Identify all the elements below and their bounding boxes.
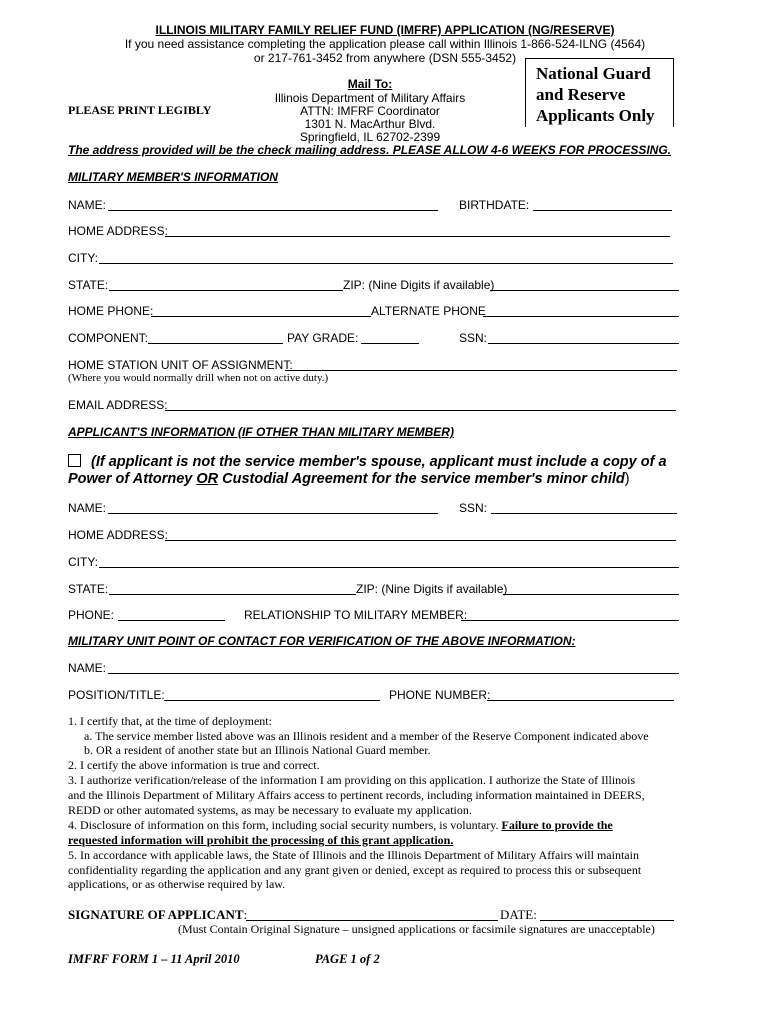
applicant-ssn-label: SSN: <box>459 501 488 515</box>
signature-label: SIGNATURE OF APPLICANT: <box>68 907 248 922</box>
applicant-city-label: CITY: <box>68 555 99 569</box>
applicant-home-address-label: HOME ADDRESS: <box>68 528 169 542</box>
certification-5-line-1: 5. In accordance with applicable laws, the State of Illinois and the Illinois Department of Military Affairs will maintain <box>68 848 639 862</box>
certification-3-line-3: REDD or other automated systems, as may be necessary to evaluate my application. <box>68 803 472 817</box>
print-legibly-notice: PLEASE PRINT LEGIBLY <box>68 103 212 117</box>
member-email-field[interactable] <box>165 398 676 411</box>
certification-3-line-2: and the Illinois Department of Military Affairs access to pertinent records, including information maintained in DEERS, <box>68 788 645 802</box>
signature-note: (Must Contain Original Signature – unsigned applications or facsimile signatures are unacceptable) <box>178 922 655 936</box>
signature-field[interactable] <box>246 907 498 921</box>
certification-5-line-3: applications, or as otherwise required by law. <box>68 877 286 891</box>
member-zip-field[interactable] <box>490 278 679 291</box>
certification-4-line-1: 4. Disclosure of information on this form, including social security numbers, is voluntary. Failure to provide the <box>68 818 613 832</box>
form-number: IMFRF FORM 1 – 11 April 2010 <box>68 952 240 966</box>
member-home-phone-field[interactable] <box>151 304 371 317</box>
certification-5-line-2: confidentiality regarding the application and any grant given or denied, except as required to process this or subsequent <box>68 863 642 877</box>
page-number: PAGE 1 of 2 <box>315 952 380 966</box>
mail-address-line-1: Illinois Department of Military Affairs <box>274 91 466 105</box>
applicant-relationship-field[interactable] <box>461 608 679 621</box>
applicant-name-field[interactable] <box>108 501 438 514</box>
signature-date-field[interactable] <box>540 907 674 921</box>
applicant-zip-field[interactable] <box>503 582 679 595</box>
member-state-label: STATE: <box>68 278 109 292</box>
poc-section-heading: MILITARY UNIT POINT OF CONTACT FOR VERIFICATION OF THE ABOVE INFORMATION: <box>68 634 576 648</box>
member-alt-phone-field[interactable] <box>483 304 679 317</box>
member-pay-grade-label: PAY GRADE: <box>287 331 359 345</box>
member-ssn-label: SSN: <box>459 331 488 345</box>
member-state-field[interactable] <box>109 278 343 291</box>
mail-address-line-2: ATTN: IMFRF Coordinator <box>300 104 440 118</box>
assistance-line-1: If you need assistance completing the application please call within Illinois 1-866-524-ILNG (4564) <box>124 37 646 51</box>
applicant-state-label: STATE: <box>68 582 109 596</box>
applicant-ssn-field[interactable] <box>491 501 677 514</box>
applicant-phone-field[interactable] <box>118 608 225 621</box>
applicant-phone-label: PHONE: <box>68 608 115 622</box>
certification-1: 1. I certify that, at the time of deployment: <box>68 714 272 728</box>
poc-name-label: NAME: <box>68 661 107 675</box>
box-line-3: Applicants Only <box>536 106 655 125</box>
poc-phone-field[interactable] <box>487 688 674 701</box>
member-home-phone-label: HOME PHONE: <box>68 304 154 318</box>
member-name-field[interactable] <box>108 198 438 211</box>
certification-2: 2. I certify the above information is true and correct. <box>68 758 320 772</box>
national-guard-box <box>525 58 674 127</box>
member-name-label: NAME: <box>68 198 107 212</box>
applicant-state-field[interactable] <box>109 582 356 595</box>
member-city-field[interactable] <box>99 251 673 264</box>
mail-address-line-4: Springfield, IL 62702-2399 <box>299 130 441 144</box>
member-pay-grade-field[interactable] <box>361 331 419 344</box>
box-line-2: and Reserve <box>536 85 626 104</box>
member-ssn-field[interactable] <box>488 331 679 344</box>
member-alt-phone-label: ALTERNATE PHONE <box>371 304 486 318</box>
assistance-line-2: or 217-761-3452 from anywhere (DSN 555-3452) <box>253 51 517 65</box>
certification-1a: a. The service member listed above was an Illinois resident and a member of the Reserve Component indicated above <box>84 729 649 743</box>
applicant-note: (If applicant is not the service member's spouse, applicant must include a copy of a Power of Attorney OR Custodial Agreement for the service member's minor child) <box>68 454 667 487</box>
form-title: ILLINOIS MILITARY FAMILY RELIEF FUND (IMFRF) APPLICATION (NG/RESERVE) <box>155 23 615 37</box>
applicant-home-address-field[interactable] <box>165 528 676 541</box>
member-city-label: CITY: <box>68 251 99 265</box>
certification-3-line-1: 3. I authorize verification/release of the information I am providing on this application. I authorize the State of Illinois <box>68 773 636 787</box>
mail-address-line-3: 1301 N. MacArthur Blvd. <box>304 117 436 131</box>
certification-4-line-2: requested information will prohibit the processing of this grant application. <box>68 833 454 847</box>
member-home-address-label: HOME ADDRESS: <box>68 224 169 238</box>
applicant-note-checkbox[interactable] <box>68 454 81 467</box>
signature-date-label: DATE: <box>500 907 537 922</box>
poc-phone-label: PHONE NUMBER: <box>389 688 491 702</box>
poc-position-label: POSITION/TITLE: <box>68 688 165 702</box>
member-zip-label: ZIP: (Nine Digits if available) <box>343 278 495 292</box>
certification-1b: b. OR a resident of another state but an Illinois National Guard member. <box>84 743 431 757</box>
applicant-section-heading: APPLICANT'S INFORMATION (IF OTHER THAN MILITARY MEMBER) <box>68 425 454 439</box>
applicant-zip-label: ZIP: (Nine Digits if available) <box>356 582 508 596</box>
member-email-label: EMAIL ADDRESS: <box>68 398 168 412</box>
member-home-station-label: HOME STATION UNIT OF ASSIGNMENT: <box>68 358 293 372</box>
applicant-relationship-label: RELATIONSHIP TO MILITARY MEMBER: <box>244 608 468 622</box>
applicant-city-field[interactable] <box>99 555 679 568</box>
member-home-address-field[interactable] <box>165 224 670 237</box>
mail-to-label: Mail To: <box>347 77 393 91</box>
poc-name-field[interactable] <box>108 661 679 674</box>
member-component-field[interactable] <box>148 331 283 344</box>
member-component-label: COMPONENT: <box>68 331 149 345</box>
box-line-1: National Guard <box>536 64 651 83</box>
member-birthdate-label: BIRTHDATE: <box>459 198 530 212</box>
member-birthdate-field[interactable] <box>533 198 672 211</box>
member-home-station-note: (Where you would normally drill when not on active duty.) <box>68 372 329 384</box>
member-home-station-field[interactable] <box>285 358 677 371</box>
mailing-notice: The address provided will be the check mailing address. PLEASE ALLOW 4-6 WEEKS FOR PROCESSING. <box>68 143 672 157</box>
applicant-name-label: NAME: <box>68 501 107 515</box>
member-section-heading: MILITARY MEMBER'S INFORMATION <box>68 170 278 184</box>
poc-position-field[interactable] <box>164 688 380 701</box>
